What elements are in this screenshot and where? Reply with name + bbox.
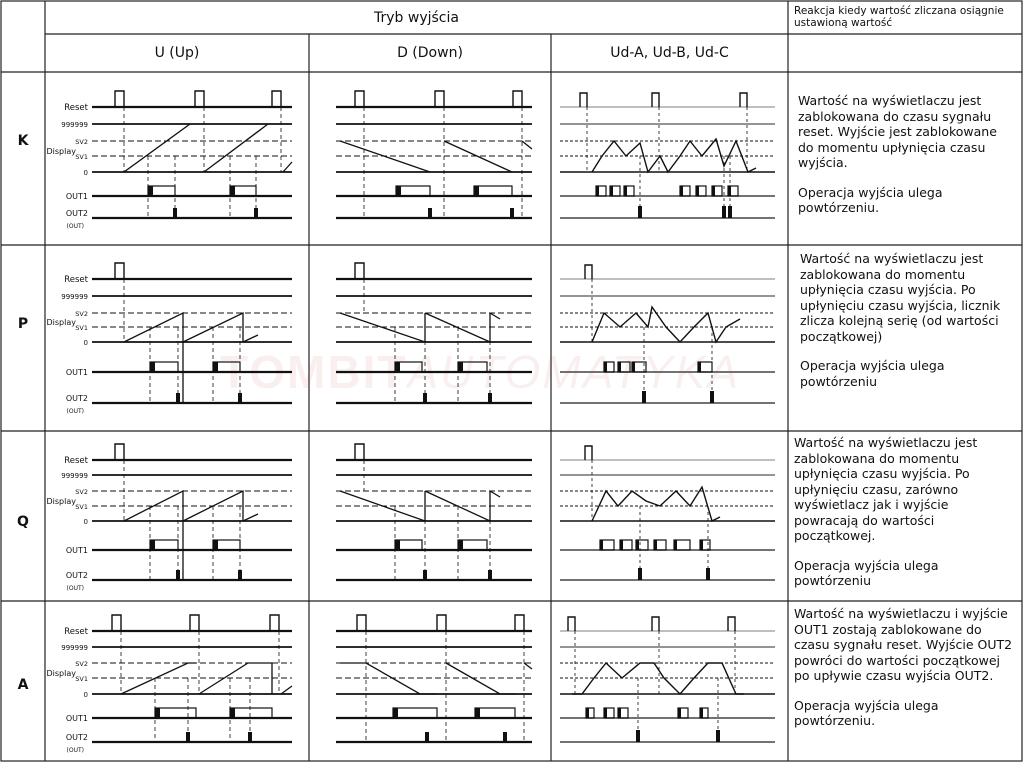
desc-q-main: Wartość na wyświetlaczu jest zablokowana do momentu upłynięcia czasu wyjścia. Po upłynięciu czasu, zarówno wyświetlacz jak i wyjście powracają do wartości początkowej. xyxy=(794,435,978,543)
header-reaction: Reakcja kiedy wartość zliczana osiągnie ustawioną wartość xyxy=(794,5,1004,29)
out1-pulse-start xyxy=(696,186,699,196)
label-reset: Reset xyxy=(64,456,88,466)
out1-pulse-start xyxy=(620,540,623,550)
out1-pulse-start xyxy=(698,362,701,372)
label-display: Display xyxy=(46,497,76,506)
reset-pulse xyxy=(728,617,735,631)
label-out2-sub: (OUT) xyxy=(66,585,84,592)
reset-pulse xyxy=(272,91,281,107)
reset-pulse xyxy=(355,444,364,460)
label-sv2: SV2 xyxy=(75,138,88,146)
out1-pulse-start xyxy=(148,186,153,196)
reset-pulse xyxy=(195,91,204,107)
label-out1: OUT1 xyxy=(65,192,88,201)
label-zero: 0 xyxy=(83,169,88,177)
ramp xyxy=(281,686,292,694)
out1-pulse-start xyxy=(712,186,715,196)
label-sv2: SV2 xyxy=(75,488,88,496)
reset-pulse xyxy=(112,615,121,631)
out1-pulse-start xyxy=(654,540,657,550)
out1-pulse xyxy=(393,708,437,718)
ramp xyxy=(243,514,258,521)
out1-pulse-start xyxy=(395,362,400,372)
desc-q-repeat: Operacja wyjścia ulega powtórzeniu xyxy=(794,557,939,588)
out1-pulse-start xyxy=(213,362,218,372)
reset-pulse xyxy=(115,91,124,107)
header-output-mode: Tryb wyjścia xyxy=(374,9,459,26)
ramp xyxy=(124,124,190,172)
ramp xyxy=(243,335,258,342)
reset-pulse xyxy=(585,265,592,279)
reset-pulse xyxy=(437,615,446,631)
out1-pulse-start xyxy=(636,540,639,550)
label-max: 999999 xyxy=(61,121,88,129)
out1-pulse-start xyxy=(604,362,607,372)
reset-pulse xyxy=(270,615,279,631)
out1-pulse-start xyxy=(728,186,731,196)
label-out2: OUT2 xyxy=(65,733,88,742)
label-out2-sub: (OUT) xyxy=(66,747,84,754)
label-max: 999999 xyxy=(61,293,88,301)
label-sv1: SV1 xyxy=(75,675,88,683)
reset-pulse xyxy=(190,615,199,631)
ramp xyxy=(204,124,268,172)
out1-pulse-start xyxy=(395,540,400,550)
label-out2-sub: (OUT) xyxy=(66,223,84,230)
out1-pulse-start xyxy=(700,540,703,550)
reset-pulse xyxy=(652,617,659,631)
out1-pulse-start xyxy=(230,186,235,196)
out2-pulse xyxy=(503,732,507,742)
label-out2: OUT2 xyxy=(65,209,88,218)
label-reset: Reset xyxy=(64,627,88,637)
out1-pulse-start xyxy=(586,708,589,718)
ramp xyxy=(490,313,500,319)
out1-pulse-start xyxy=(604,708,607,718)
reset-pulse xyxy=(580,93,587,107)
header-ud: Ud-A, Ud-B, Ud-C xyxy=(610,45,729,61)
label-out2: OUT2 xyxy=(65,394,88,403)
out1-pulse-start xyxy=(618,708,621,718)
mode-label-p: P xyxy=(17,316,29,332)
out1-pulse-start xyxy=(700,708,703,718)
out1-pulse xyxy=(474,186,512,196)
out2-pulse xyxy=(425,732,429,742)
out1-pulse-start xyxy=(600,540,603,550)
out1-pulse-start xyxy=(458,540,463,550)
label-out1: OUT1 xyxy=(65,714,88,723)
desc-k-main: Wartość na wyświetlaczu jest zablokowana do czasu sygnału reset. Wyjście jest zablokowane do momentu upłynięcia czasu wyjścia. xyxy=(798,93,997,170)
out1-pulse-start xyxy=(474,186,479,196)
header-down: D (Down) xyxy=(397,45,463,61)
header-up: U (Up) xyxy=(154,45,200,61)
mode-label-a: A xyxy=(17,677,29,693)
desc-k-repeat: Operacja wyjścia ulega powtórzeniu. xyxy=(798,184,943,215)
out1-pulse-start xyxy=(393,708,398,718)
label-reset: Reset xyxy=(64,103,88,113)
reset-pulse xyxy=(355,263,364,279)
out1-pulse-start xyxy=(458,362,463,372)
ramp xyxy=(124,491,183,580)
label-display: Display xyxy=(46,318,76,327)
out1-pulse-start xyxy=(150,540,155,550)
out1-pulse-start xyxy=(610,186,613,196)
ramp xyxy=(340,141,430,172)
label-display: Display xyxy=(46,669,76,678)
label-sv1: SV1 xyxy=(75,324,88,332)
ramp xyxy=(283,162,292,172)
reset-pulse xyxy=(568,617,575,631)
label-out1: OUT1 xyxy=(65,546,88,555)
reset-pulse xyxy=(115,444,124,460)
out1-pulse xyxy=(396,186,430,196)
reset-pulse xyxy=(435,91,444,107)
label-max: 999999 xyxy=(61,644,88,652)
label-zero: 0 xyxy=(83,691,88,699)
out1-pulse-start xyxy=(678,708,681,718)
label-display: Display xyxy=(46,147,76,156)
reset-pulse xyxy=(357,615,366,631)
label-max: 999999 xyxy=(61,472,88,480)
reset-pulse xyxy=(740,93,747,107)
mode-label-k: K xyxy=(17,133,29,149)
out1-pulse-start xyxy=(230,708,235,718)
out1-pulse-start xyxy=(674,540,677,550)
label-out1: OUT1 xyxy=(65,368,88,377)
label-sv1: SV1 xyxy=(75,503,88,511)
out1-pulse-start xyxy=(475,708,480,718)
reset-pulse xyxy=(585,446,592,460)
watermark: TOMBITAUTOMATYKA xyxy=(220,346,741,398)
ramp xyxy=(522,141,532,149)
out1-pulse-start xyxy=(596,186,599,196)
desc-p-repeat: Operacja wyjścia ulega powtórzeniu xyxy=(800,358,945,389)
label-zero: 0 xyxy=(83,518,88,526)
updown-waveform xyxy=(592,487,720,521)
reset-pulse xyxy=(115,263,124,279)
out1-pulse-start xyxy=(624,186,627,196)
out1-pulse xyxy=(230,708,272,718)
label-out2: OUT2 xyxy=(65,571,88,580)
reset-pulse xyxy=(652,93,659,107)
out1-pulse xyxy=(475,708,515,718)
mode-label-q: Q xyxy=(17,514,29,530)
out1-pulse-start xyxy=(632,362,635,372)
label-sv2: SV2 xyxy=(75,660,88,668)
out1-pulse-start xyxy=(213,540,218,550)
out1-pulse-start xyxy=(396,186,401,196)
reset-pulse xyxy=(513,91,522,107)
out2-pulse xyxy=(428,208,432,218)
desc-p-main: Wartość na wyświetlaczu jest zablokowana do momentu upłynięcia czasu wyjścia. Po upłynięciu czasu wyjścia, licznik zlicza kolejną serię (od wartości początkowej) xyxy=(800,251,1001,344)
ramp xyxy=(490,491,500,497)
label-reset: Reset xyxy=(64,275,88,285)
out1-pulse xyxy=(155,708,196,718)
out1-pulse-start xyxy=(150,362,155,372)
label-zero: 0 xyxy=(83,339,88,347)
updown-waveform xyxy=(592,307,740,342)
out1-pulse-start xyxy=(618,362,621,372)
label-sv2: SV2 xyxy=(75,310,88,318)
reset-pulse xyxy=(515,615,524,631)
reset-pulse xyxy=(355,91,364,107)
ramp xyxy=(524,663,532,669)
label-out2-sub: (OUT) xyxy=(66,408,84,415)
out2-pulse xyxy=(510,208,514,218)
desc-a-repeat: Operacja wyjścia ulega powtórzeniu. xyxy=(794,697,939,728)
label-sv1: SV1 xyxy=(75,153,88,161)
out1-pulse-start xyxy=(155,708,160,718)
out1-pulse-start xyxy=(680,186,683,196)
desc-a-main: Wartość na wyświetlaczu i wyjście OUT1 zostają zablokowane do czasu sygnału reset. Wyjście OUT2 powróci do wartości początkowej po upływie czasu wyjścia OUT2. xyxy=(794,606,1013,683)
